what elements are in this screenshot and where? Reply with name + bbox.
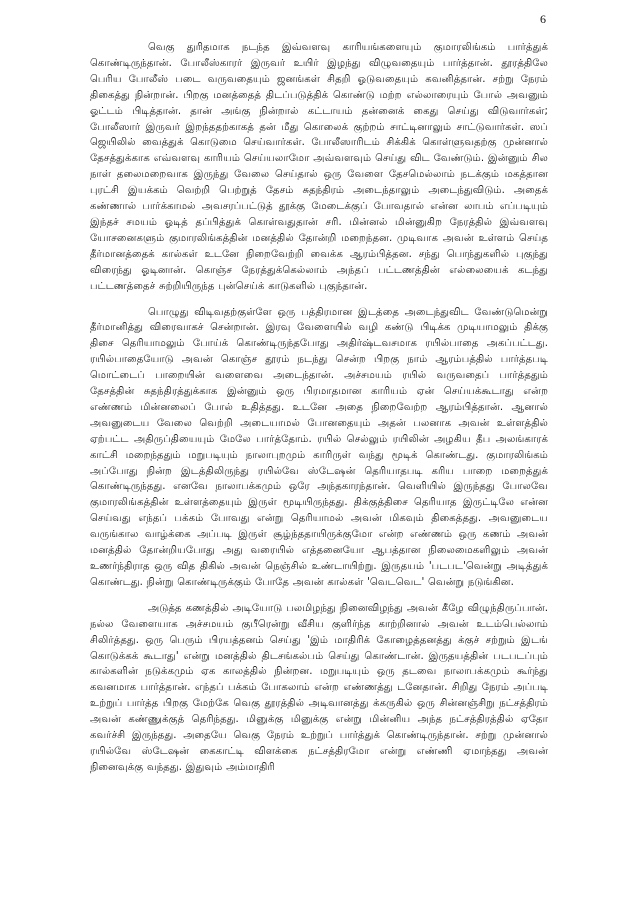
paragraph-2: பொழுது விடிவதற்குள்ளே ஒரு பத்திரமான இடத்தை அடைந்துவிட வேண்டுமென்று தீர்மானித்து விரைவாகச் சென்றான். இரவு வேளையில் வழி கண்டு பிடிக்க முடியாமலும் திக்கு திசை தெரியாமலும் போய்க் கொண்டிருந்தபோது அதிர்ஷ்டவசமாக ரயில்பாதை அகப்பட்டது. ரயில்பாதையோடு அவன் கொஞ்ச தூரம் நடந்து சென்ற பிறகு நாம் ஆரம்பத்தில் பார்த்தபடி மொட்டைப் பாறையின் வளைவை அடைந்தான். அச்சமயம் ரயில் வருவதைப் பார்த்ததும் தேசத்தின் சுதந்திரத்துக்காக இன்னும் ஒரு பிரமாதமான காரியம் ஏன் செய்யக்கூடாது என்ற எண்ணம் மின்னலைப் போல் உதித்தது. உடனே அதை நிறைவேற்ற ஆரம்பித்தான். ஆனால் அவனுடைய வேலை வெற்றி அடையாமல் போனதையும் அதன் பலனாக அவன் உள்ளத்தில் ஏற்பட்ட அதிருப்தியையும் மேலே பார்த்தோம். ரயில் செல்லும் ரயிலின் அழகிய தீப அலங்காரக் காட்சி மறைந்ததும் மறுபடியும் நாலாபுறமும் காரிருள் வந்து மூடிக் கொண்டது. குமாரலிங்கம் அப்போது நின்ற இடத்திலிருந்து ரயில்வே ஸ்டேஷன் தெரியாதபடி கரிய பாறை மறைத்துக் கொண்டிருந்தது. எனவே நாலாபக்கமும் ஒரே அந்தகாரந்தான். வெளியில் இருந்தது போலவே குமாரலிங்கத்தின் உள்ளத்தையும் இருள் மூடியிருந்தது. திக்குத்திசை தெரியாத இருட்டிலே என்ன செய்வது எந்தப் பக்கம் போவது என்று தெரியாமல் அவன் மிகவும் திகைத்தது. அவனுடைய வருங்கால வாழ்க்கை அப்படி இருள் சூழ்ந்ததாயிருக்குமோ என்ற எண்ணம் ஒரு கணம் அவன் மனத்தில் தோன்றியபோது அது வரையில் எத்தனையோ ஆபத்தான நிலைமைகளிலும் அவன் உணர்ந்திராத ஒரு வித திகில் அவன் நெஞ்சில் உண்டாயிற்று. இருதயம் 'படபட'வென்று அடித்துக் கொண்டது. நின்று கொண்டிருக்கும் போதே அவன் கால்கள் 'வெடவெட' வென்று நடுங்கின. — [90, 306, 548, 588]
body-text — [90, 40, 548, 786]
page-number: 6 — [540, 12, 546, 26]
paragraph-1: வெகு துரிதமாக நடந்த இவ்வளவு காரியங்களையும் குமாரலிங்கம் பார்த்துக் கொண்டிருந்தான். போலீஸ்காரர் இருவர் உயிர் இழந்து விழுவதையும் பார்த்தான். தூரத்திலே பெரிய போலீஸ் படை வருவதையும் ஜனங்கள் சிதறி ஓடுவதையும் கவனித்தான். சற்று நேரம் திகைத்து நின்றான். பிறகு மனத்தைத் திடப்படுத்திக் கொண்டு மற்ற எல்லாரையும் போல் அவனும் ஓட்டம் பிடித்தான். தான் அங்கு நின்றால் கட்டாயம் தன்னைக் கைது செய்து விடுவார்கள்; போலீஸார் இருவர் இறந்ததற்காகத் தன் மீது கொலைக் குற்றம் சாட்டினாலும் சாட்டுவார்கள். ஸப் ஜெயிலில் வைத்துக் கொடுமை செய்வார்கள். போலீஸாரிடம் சிக்கிக் கொள்ளுவதற்கு முன்னால் தேசத்துக்காக எவ்வளவு காரியம் செய்யலாமோ அவ்வளவும் செய்து விட வேண்டும். இன்னும் சில நாள் தலைமறைவாக இருந்து வேலை செய்தால் ஒரு வேளை தேசமெல்லாம் நடக்கும் மகத்தான புரட்சி இயக்கம் வெற்றி பெற்றுத் தேசம் சுதந்திரம் அடைந்தாலும் அடைந்துவிடும். அதைக் கண்ணால் பார்க்காமல் அவசரப்பட்டுத் தூக்கு மேடைக்குப் போவதால் என்ன லாபம் எப்படியும் இந்தச் சமயம் ஓடித் தப்பித்துக் கொள்வதுதான் சரி. மின்னல் மின்னுகிற நேரத்தில் இவ்வளவு யோசனைகளும் குமாரலிங்கத்தின் மனத்தில் தோன்றி மறைந்தன. முடிவாக அவன் உள்ளம் செய்த தீர்மானத்தைக் கால்கள் உடனே நிறைவேற்றி வைக்க ஆரம்பித்தன. சந்து பொந்துகளில் புகுந்து விரைந்து ஓடினான். கொஞ்ச நேரத்துக்கெல்லாம் அந்தப் பட்டணத்தின் எல்லையைக் கடந்து பட்டணத்தைச் சுற்றியிருந்த புன்செய்க் காடுகளில் புகுந்தான். — [90, 42, 548, 292]
paragraph-3: அடுத்த கணத்தில் அடியோடு பலமிழந்து நினைவிழந்து அவன் கீழே விழுந்திருப்பான். நல்ல வேளையாக அச்சமயம் குபீரென்று வீசிய குளிர்ந்த காற்றினால் அவன் உடம்பெல்லாம் சிலிர்த்தது. ஒரு பெரும் பிரயத்தனம் செய்து 'இம் மாதிரிக் கோழைத்தனத்து க்குச் சற்றும் இடங் கொடுக்கக் கூடாது' என்று மனத்தில் திடசங்கல்பம் செய்து கொண்டான். இருதயத்தின் படபடப்பும் கால்களின் நடுக்கமும் ஏக காலத்தில் நின்றன. மறுபடியும் ஒரு தடவை நாலாபக்கமும் கூர்ந்து கவனமாக பார்த்தான். எந்தப் பக்கம் போகலாம் என்ற எண்ணத்து டனேதான். சிறிது நேரம் அப்படி உற்றுப் பார்த்த பிறகு மேற்கே வெகு தூரத்தில் அடிவானத்து க்கருகில் ஒரு சின்னஞ்சிறு நட்சத்திரம் அவன் கண்ணுக்குத் தெரிந்தது. மினுக்கு மினுக்கு என்று மின்னிய அந்த நட்சத்திரத்தில் ஏதோ கவர்ச்சி இருந்தது. அதையே வெகு நேரம் உற்றுப் பார்த்துக் கொண்டிருந்தான். சற்று முன்னால் ரயில்வே ஸ்டேஷன் கைகாட்டி விளக்கை நட்சத்திரமோ என்று எண்ணி ஏமாந்தது அவன் நினைவுக்கு வந்தது. இதுவும் அம்மாதிரி — [90, 602, 548, 773]
